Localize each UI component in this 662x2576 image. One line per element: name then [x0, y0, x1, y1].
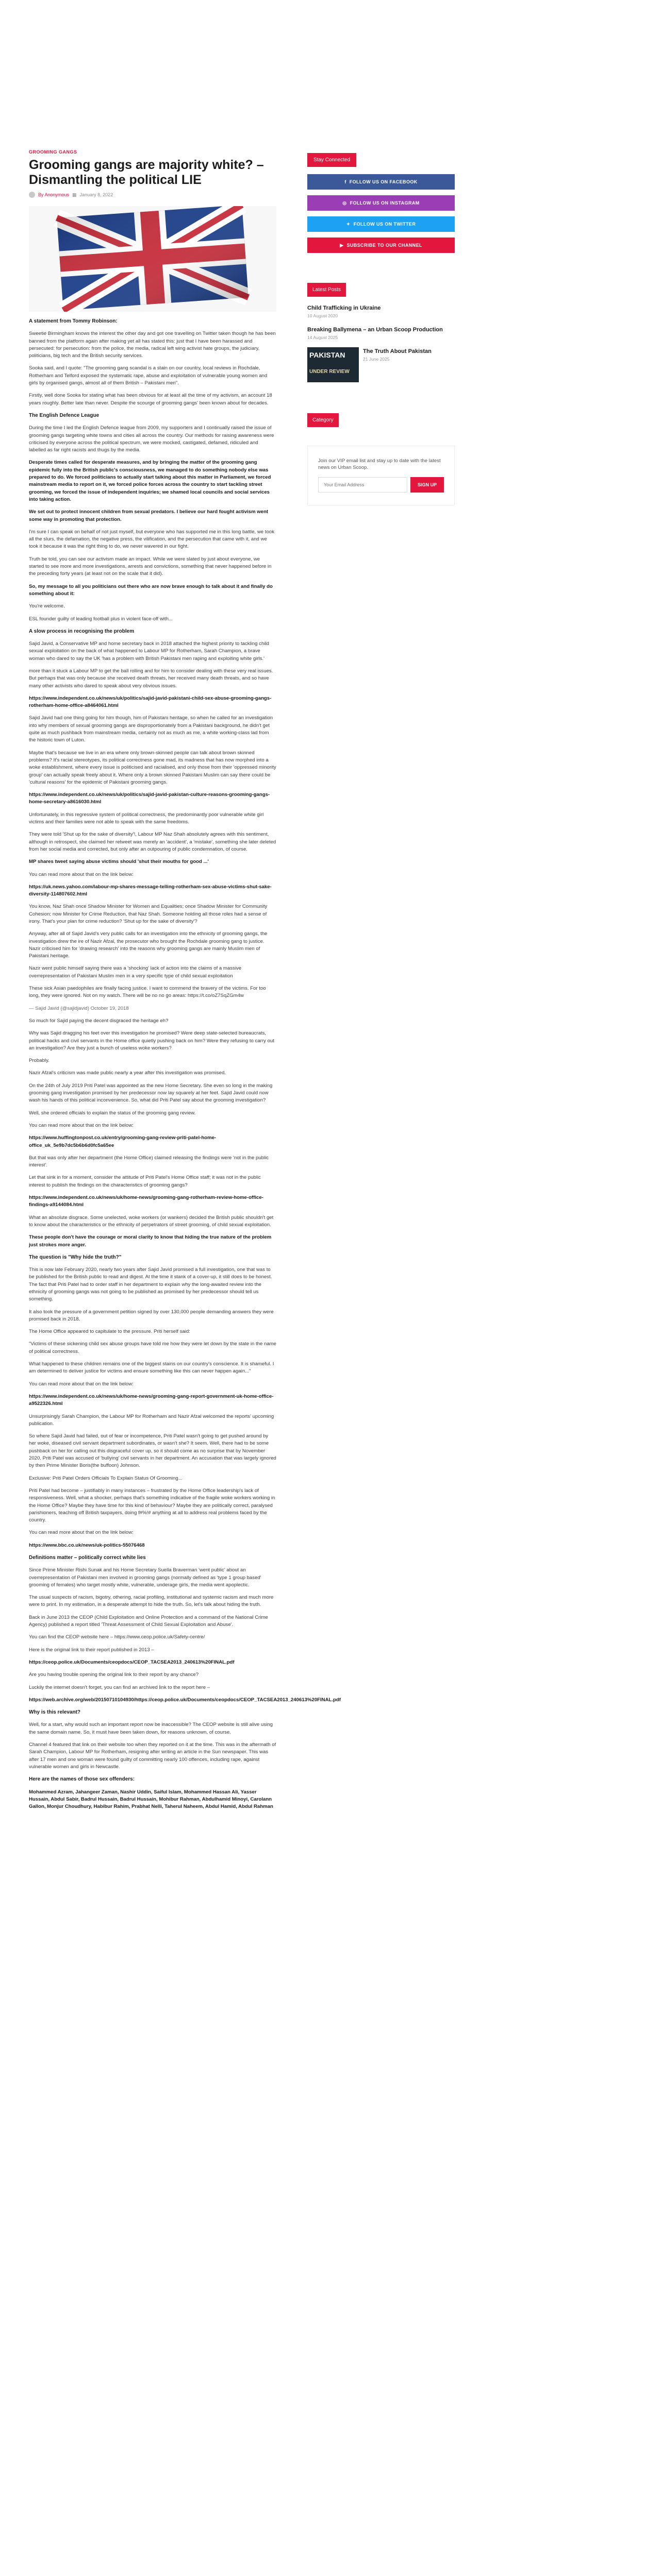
social-button-label: FOLLOW US ON INSTAGRAM: [350, 200, 420, 206]
article-paragraph: So where Sajid Javid had failed, out of fear or incompetence, Priti Patel wasn't going to get pushed around by her woke, diseased civil servant department subordinates, or wasn't she? It seem. Well, there had to be some pushback on her for calling out this disgraceful cover up, so it should come as no surprise that by November 2020, Priti Patel was accused of 'bullying' civil servants in her department. An accusation that was largely ignored by then Prime Minister Boris(the buffoon) Johnson.: [29, 1433, 276, 1469]
article-link[interactable]: https://www.independent.co.uk/news/uk/home-news/grooming-gang-report-government-uk-home-office-a9522326.html: [29, 1393, 274, 1407]
featured-post[interactable]: [307, 347, 455, 382]
article-paragraph: The Home Office appeared to capitulate to the pressure. Priti herself said:: [29, 1329, 190, 1335]
latest-post-item[interactable]: [307, 327, 455, 340]
article-paragraph: Maybe that's because we live in an era where only brown-skinned people can talk about brown skinned problems? It's racial stereotypes, its political correctness gone mad, its madness that has now morphed into a woke establishment, where every issue is politicised and racialised, and only those from their 'oppressed minority group' can actually speak freely about it. Where only a brown skinned Pakistani Muslim can say there could be 'cultural reasons' for the epidemic of Pakistani grooming gangs.: [29, 750, 276, 785]
social-button-tw[interactable]: [307, 216, 455, 232]
stay-connected-label: Stay Connected: [307, 153, 356, 167]
article-paragraph: "Victims of these sickening child sex abuse groups have told me how they were let down by the state in the name of political correctness.: [29, 1341, 276, 1354]
union-flag-image: [29, 206, 276, 312]
article-paragraph: During the time I led the English Defence league from 2009, my supporters and I continually raised the issue of grooming gangs targeting white towns and cities all across the country. Our methods for raising awareness were criticised by everyone across the political spectrum, we were mocked, castigated, defamed, ridiculed and labelled as far right racists and thugs by the media.: [29, 425, 274, 453]
article-paragraph: Unsurprisingly Sarah Champion, the Labour MP for Rotherham and Nazir Afzal welcomed the reports' upcoming publication.: [29, 1413, 274, 1427]
article-link[interactable]: https://uk.news.yahoo.com/labour-mp-shares-message-telling-rotherham-sex-abuse-victims-shut-sake-diversity-114807602.html: [29, 884, 272, 897]
article-paragraph: Firstly, well done Sooka for stating what has been obvious for at least all the time of my activism, an account 18 years roughly. Better late than never. Despite the scourge of grooming gangs' been known about for decades.: [29, 393, 272, 406]
article-paragraph: Mohammed Azram, Jahangeer Zaman, Nashir Uddin, Saiful Islam, Mohammed Hassan Ali, Yasser Hussain, Abdul Sabir, Badrul Hussain, Badrul Hussain, Mohibur Rahman, Abdulhamid Minoyi, Carolann Gallon, Monjur Choudhury, Habibur Rahim, Prabhat Nelli, Taherul Naheem, Abdul Hamid, Abdul Rahman: [29, 1789, 273, 1810]
article-subheading: The question is "Why hide the truth?": [29, 1254, 122, 1260]
article-paragraph: Let that sink in for a moment, consider the attitude of Priti Patel's Home Office staff; it was not in the public interest to publish the findings on the characteristics of grooming gangs?: [29, 1175, 261, 1188]
author-avatar: [29, 192, 35, 198]
article-paragraph: These people don't have the courage or moral clarity to know that hiding the true nature of the problem just strokes more anger.: [29, 1234, 272, 1248]
social-button-label: SUBSCRIBE TO OUR CHANNEL: [346, 243, 422, 248]
article-paragraph: On the 24th of July 2019 Priti Patel was appointed as the new Home Secretary. She even so long in the making grooming gang investigation promised by her predecessor now lay squarely at her feet. Sajid Javid could now wash his hands of this political inconvenience. So, what did Priti Patel say about the grooming investigation?: [29, 1082, 273, 1104]
article-paragraph: Sajid Javid, a Conservative MP and home secretary back in 2018 attached the highest priority to tackling child sexual exploitation on the back of what happened to Labour MP for Rotherham, Sarah Champion, a brave woman who dared to say the UK 'has a problem with British Pakistani men raping and exploiting white girls.': [29, 641, 269, 662]
category-label: Category: [307, 413, 339, 427]
article-paragraph: Exclusive: Priti Patel Orders Officials To Explain Status Of Grooming...: [29, 1475, 183, 1481]
thumbnail-subtitle: UNDER REVIEW: [309, 369, 350, 375]
article-paragraph: This is now late February 2020, nearly two years after Sajid Javid promised a full investigation, one that was to be published for the British public to read and digest. At the time it stank of a cover-up, it still does to be honest. The fact that Priti Patel had to order staff in her department to explain why the long-awaited review into the ethnicity of grooming gangs was not going to be published as promised by her predecessor should tell us something.: [29, 1267, 272, 1302]
article-paragraph: — Sajid Javid (@sajidjavid) October 19, 2018: [29, 1005, 129, 1011]
article-paragraph: Well, she ordered officials to explain the status of the grooming gang review.: [29, 1110, 196, 1116]
article-subheading: The English Defence League: [29, 412, 100, 418]
article-paragraph: Well, for a start, why would such an important report now be inaccessible? The CEOP website is still alive using the same domain name. So, it must have been taken down, for reasons unknown, of course.: [29, 1722, 273, 1735]
article-title: Grooming gangs are majority white? – Dismantling the political LIE: [29, 158, 264, 187]
article-paragraph: Truth be told, you can see our activism made an impact. While we were slated by just about everyone, we started to see more and more investigations, arrests and convictions, something that never happened before in the preceding forty years (at least not on the scale that it did).: [29, 556, 272, 577]
article-paragraph: I'm sure I can speak on behalf of not just myself, but everyone who has supported me in this long battle, we took all the slurs, the defamation, the negative press, the vilification, and the persecution that came with it, and we took it because it was the right thing to do, we never wavered in our fight.: [29, 529, 274, 550]
article-paragraph: But that was only after her department (the Home Office) claimed releasing the findings were 'not in the public interest'.: [29, 1155, 269, 1168]
article-paragraph: What happened to these children remains one of the biggest stains on our country's conscience. It is shameful. I am determined to deliver justice for victims and ensure something like this can never happen again...": [29, 1361, 274, 1375]
social-button-label: FOLLOW US ON FACEBOOK: [349, 179, 418, 184]
article-paragraph: Sooka said, and I quote: "The grooming gang scandal is a stain on our country, local reviews in Rochdale, Rotherham and Telford exposed the systematic rape, abuse and exploitation of vulnerable young women and girls by organised gangs, almost all of them British – Pakistani men".: [29, 365, 268, 386]
article-subheading: A statement from Tommy Robinson:: [29, 318, 118, 324]
article-paragraph: They were told 'Shut up for the sake of diversity'!, Labour MP Naz Shah absolutely agrees with this sentiment, although in retrospect, she claimed her retweet was merely an 'accident', a 'mistake', something she later deleted from her social media and corrected, but only after an outpouring of public condemnation, of course.: [29, 832, 276, 852]
article-paragraph: We set out to protect innocent children from sexual predators. I believe our hard fought activism went some way in promoting that protection.: [29, 509, 269, 522]
featured-post-thumbnail[interactable]: [307, 347, 359, 382]
category-tag[interactable]: GROOMING GANGS: [29, 149, 77, 155]
category-section: [307, 413, 455, 427]
article-paragraph: Anyway, after all of Sajid Javid's very public calls for an investigation into the ethnicity of grooming gangs, the investigation drew the ire of Nazir Afzal, the prosecutor who brought the Rochdale grooming gang to justice. Nazir criticised him for 'drawing research' into the reasons why grooming gangs are mainly Muslim men of Pakistani heritage.: [29, 931, 268, 959]
article-paragraph: Sajid Javid had one thing going for him though, him of Pakistani heritage, so when he called for an investigation into why members of sexual grooming gangs are disproportionately from a Pakistani background, he didn't get quite as much pushback from mainstream media, certainly not as much as me, a white working-class lad from the historic town of Luton.: [29, 715, 273, 743]
youtube-icon: ▶: [340, 243, 344, 248]
instagram-icon: ◎: [342, 200, 347, 206]
article-paragraph: Since Prime Minister Rishi Sunak and his Home Secretary Suella Braverman 'went public' about an overrepresentation of Pakistani men involved in grooming gangs (normally defined as 'type 1 group based' grooming of females) who target mostly white, vulnerable, underage girls, the media went apoplectic.: [29, 1567, 261, 1588]
article-link[interactable]: https://ceop.police.uk/Documents/ceopdocs/CEOP_TACSEA2013_240613%20FINAL.pdf: [29, 1659, 235, 1665]
article-paragraph: You can read more about that on the link below:: [29, 1381, 134, 1387]
article-paragraph: Sweetie Birmingham knows the interest the other day and got one travelling on Twitter taken though he has been banned from the platform again after making yet all has stated this: just that I have been harassed and persecuted: for persecution: from the police, the media, radical left wing activist hate groups, the judiciary, politicians, big tech and the British security services.: [29, 331, 276, 359]
latest-post-date: 10 August 2020: [307, 313, 338, 318]
article-meta: [29, 192, 276, 198]
article-link[interactable]: https://www.huffingtonpost.co.uk/entry/grooming-gang-review-priti-patel-home-office_uk_5e9b7dc5b6b6d0fc5a65ee: [29, 1135, 217, 1148]
social-button-yt[interactable]: [307, 238, 455, 253]
article-paragraph: Priti Patel had become – justifiably in many instances – frustrated by the Home Office leadership's lack of responsiveness. Well, what a shocker, perhaps that's something indicative of the fragile woke workers working in the Home Office? Maybe they have time for this kind of behaviour? Maybe they are politically correct, paralysed parishioners, teaching off British taxpayers, doing f#%!# anything at all to address real problems faced by the country.: [29, 1487, 275, 1523]
sign-up-button[interactable]: SIGN UP: [410, 477, 444, 493]
article-paragraph: more than it stuck a Labour MP to get the ball rolling and for him to consider dealing with these very real issues. But perhaps that was only because she received death threats, her received many death threats, and so have many other activists who dared to speak about very obvious issues.: [29, 668, 273, 689]
latest-posts-label: Latest Posts: [307, 283, 346, 297]
article-paragraph: Nazir went public himself saying there was a 'shocking' lack of action into the claims of a massive overrepresentation of Pakistani Muslim men in a very specific type of child sexual exploitation: [29, 965, 242, 979]
article-paragraph: Channel 4 featured that link on their website too when they reported on it at the time. This was in the aftermath of Sarah Champion, Labour MP for Rotherham, resigning after writing an article in the Sun newspaper. This was after 17 men and one woman were found guilty of committing nearly 100 offences, including rape, against vulnerable women and girls in Newcastle.: [29, 1742, 276, 1770]
article-paragraph: It also took the pressure of a government petition signed by over 130,000 people demanding answers they were promised back in 2018.: [29, 1309, 274, 1322]
social-button-fb[interactable]: [307, 174, 455, 190]
facebook-icon: f: [344, 179, 346, 184]
article-paragraph: Nazir Afzal's criticism was made public nearly a year after this investigation was promised.: [29, 1070, 226, 1076]
latest-post-date: 14 August 2025: [307, 335, 338, 340]
article-subheading: Here are the names of those sex offenders:: [29, 1776, 135, 1783]
article-subheading: Definitions matter – politically correct white lies: [29, 1555, 146, 1561]
article-link[interactable]: https://web.archive.org/web/20150710104930/https://ceop.police.uk/Documents/ceopdocs/CEOP_TACSEA2013_240613%20FINAL.pdf: [29, 1697, 341, 1703]
social-button-label: FOLLOW US ON TWITTER: [353, 222, 416, 227]
featured-post-date: 21 June 2025: [363, 357, 390, 362]
author-link[interactable]: By Anonymous: [38, 192, 70, 197]
article-paragraph: What an absolute disgrace. Some unelected, woke workers (or wankers) decided the British public shouldn't get to know about the characteristics or the ethnicity of perpetrators of street grooming, of child sexual exploitation.: [29, 1214, 274, 1228]
article-subheading: Why is this relevant?: [29, 1709, 81, 1716]
article-paragraph: ESL founder guilty of leading football plus in violent face-off with...: [29, 616, 173, 622]
latest-post-title[interactable]: Breaking Ballymena – an Urban Scoop Production: [307, 327, 443, 333]
thumbnail-title: PAKISTAN: [309, 351, 345, 359]
article-paragraph: Unfortunately, in this regressive system of political correctness, the predominantly poor vulnerable white girl victims and their families were not able to speak with the same freedoms.: [29, 811, 264, 825]
latest-post-item[interactable]: [307, 305, 455, 318]
article-paragraph: Desperate times called for desperate measures, and by bringing the matter of the grooming gang epidemic fully into the British public's consciousness, we managed to do something nobody else was prepared to do. We forced politicians to actually start talking about this matter in Parliament, we forced mainstream media to report on it, we forced police forces across the country to start tackling street grooming, we forced the issue of independent inquiries; we shamed local councils and social services into taking action.: [29, 460, 271, 502]
article-paragraph: Probably.: [29, 1058, 49, 1064]
article-paragraph: You know, Naz Shah once Shadow Minister for Women and Equalities; once Shadow Minister for Community Cohesion; now Minister for Crime Reduction, that Naz Shah. Someone holding all those roles had a sense of irony. That's your plan for crime reduction? 'Shut up for the sake of diversity'?: [29, 904, 268, 924]
article-paragraph: Back in June 2013 the CEOP (Child Exploitation and Online Protection and a command of the National Crime Agency) published a report titled 'Threat Assessment of Child Sexual Exploitation and Abuse'.: [29, 1614, 268, 1628]
social-button-ig[interactable]: [307, 195, 455, 211]
article-paragraph: So much for Sajid paying the decent disgraced the heritage eh?: [29, 1018, 169, 1024]
article-paragraph: You can read more about that on the link below:: [29, 1530, 134, 1536]
article-paragraph: You're welcome.: [29, 603, 65, 609]
latest-posts-list: [307, 305, 455, 340]
article-paragraph: Why was Sajid dragging his feet over this investigation he promised? Were deep state-selected bureaucrats, political hacks and civil servants in the Home office quietly pushing back on him? Were they refusing to carry out an investigation? Are they just a bunch of useless woke workers?: [29, 1030, 274, 1051]
article-paragraph: The usual suspects of racism, bigotry, othering, racial profiling, institutional and systemic racism and much more were to print. In my estimation, in a desperate attempt to hide the truth. So, let's talk about hiding the truth.: [29, 1595, 274, 1608]
article-subheading: A slow process in recognising the problem: [29, 628, 135, 634]
article-date: January 8, 2022: [79, 192, 113, 197]
article-paragraph: Are you having trouble opening the original link to their report by any chance?: [29, 1672, 199, 1678]
article-paragraph: You can find the CEOP website here – https://www.ceop.police.uk/Safety-centre/: [29, 1634, 205, 1640]
article-paragraph: Here is the original link to their report published in 2013 –: [29, 1647, 154, 1653]
latest-posts: [307, 283, 455, 382]
article-link[interactable]: https://www.independent.co.uk/news/uk/politics/sajid-javid-pakistani-child-sex-abuse-grooming-gangs-rotherham-home-office-a8464061.html: [29, 695, 272, 709]
sidebar: [307, 0, 455, 505]
email-field[interactable]: [318, 477, 407, 493]
article-paragraph: You can read more about that on the link below:: [29, 1122, 134, 1128]
social-links: [307, 174, 455, 253]
article-link[interactable]: https://www.bbc.co.uk/news/uk-politics-55076468: [29, 1542, 145, 1548]
article-link[interactable]: https://www.independent.co.uk/news/uk/politics/sajid-javid-pakistan-culture-reasons-grooming-gangs-home-secretary-a8616030.html: [29, 792, 270, 805]
latest-post-title[interactable]: Child Trafficking in Ukraine: [307, 305, 381, 311]
article-paragraph: MP shares tweet saying abuse victims should 'shut their mouths for good ...': [29, 859, 209, 865]
calendar-icon: ▦: [72, 192, 77, 197]
article-paragraph: You can read more about that on the link below:: [29, 871, 134, 877]
hero-image: [29, 206, 276, 312]
article-paragraph: Luckily the internet doesn't forget, you can find an archived link to the report here –: [29, 1684, 210, 1690]
featured-post-title[interactable]: The Truth About Pakistan: [363, 348, 432, 354]
newsletter-box: [307, 446, 455, 505]
newsletter-text: Join our VIP email list and stay up to date with the latest news on Urban Scoop.: [318, 458, 441, 470]
article-link[interactable]: https://www.independent.co.uk/news/uk/home-news/grooming-gang-rotherham-review-home-office-findings-a9144084.html: [29, 1195, 263, 1208]
article-paragraph: These sick Asian paedophiles are finally facing justice. I want to commend the bravery of the victims. For too long, they were ignored. Not on my watch. There will be no no go areas: https://t.co/oZ7SqZGm4w: [29, 986, 266, 999]
twitter-icon: ✦: [346, 222, 351, 227]
article-paragraph: So, my message to all you politicians out there who are now brave enough to talk about it and finally do something about it:: [29, 583, 273, 597]
